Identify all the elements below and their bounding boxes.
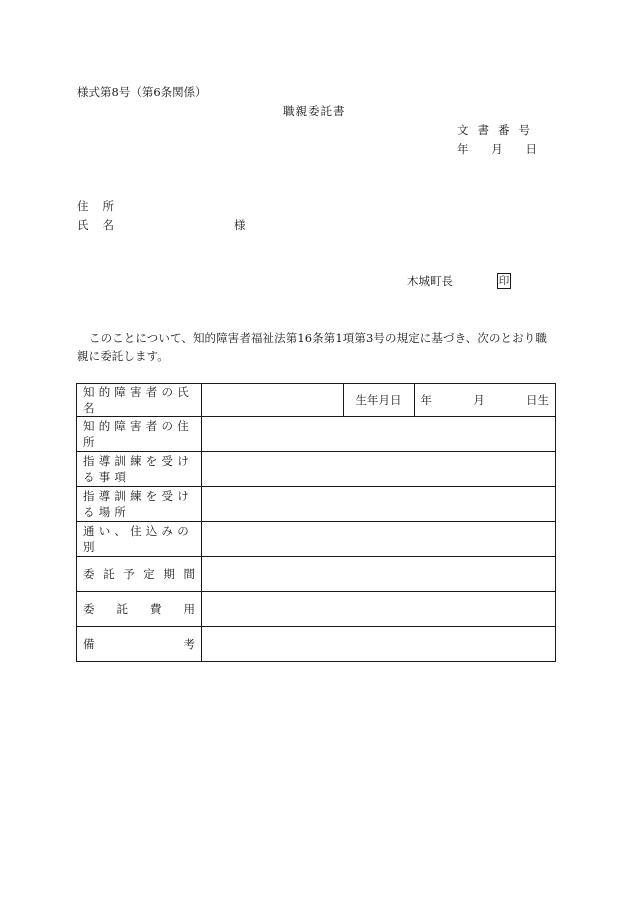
table-row — [77, 384, 556, 417]
dob-month-label: 月 — [473, 393, 485, 407]
label-char: 間 — [183, 567, 195, 581]
label-char: 費 — [150, 602, 162, 616]
remarks-value-cell — [202, 627, 556, 662]
label-char: 委 — [83, 602, 95, 616]
label-char: 委 — [83, 567, 95, 581]
row-label-training-matters: 指導訓練を受ける事項 — [77, 452, 202, 487]
issuer-name: 木城町長 — [407, 274, 453, 288]
issue-date — [457, 141, 537, 157]
date-day-label: 日 — [525, 142, 537, 156]
table-row — [77, 557, 556, 592]
document-number-label: 文書番号 — [457, 123, 539, 137]
label-char: 託 — [103, 567, 115, 581]
table-row — [77, 627, 556, 662]
body-text: このことについて、知的障害者福祉法第16条第1項第3号の規定に基づき、次のとおり職親に委託します。 — [77, 331, 547, 363]
table-row — [77, 417, 556, 452]
date-year-label: 年 — [457, 142, 469, 156]
table-row — [77, 592, 556, 627]
recipient-name-label — [77, 217, 114, 233]
form-number: 様式第8号（第6条関係） — [77, 85, 207, 99]
name-label-char-2: 名 — [102, 218, 114, 232]
recipient-name-row — [77, 217, 246, 233]
commute-value-cell — [202, 522, 556, 557]
period-label-text — [83, 566, 195, 582]
period-value-cell — [202, 557, 556, 592]
address-label-char-2: 所 — [102, 199, 114, 213]
table-row — [77, 522, 556, 557]
honorific: 様 — [234, 218, 246, 232]
recipient-address-label — [77, 198, 114, 214]
row-label-remarks — [77, 627, 202, 662]
address-label-char-1: 住 — [77, 199, 89, 213]
address-value-cell — [202, 417, 556, 452]
table-row — [77, 452, 556, 487]
row-label-name: 知的障害者の氏名 — [77, 384, 202, 417]
row-label-training-place: 指導訓練を受ける場所 — [77, 487, 202, 522]
seal-mark: 印 — [498, 275, 510, 287]
training-place-value-cell — [202, 487, 556, 522]
remarks-label-text — [83, 636, 195, 652]
label-char: 予 — [123, 567, 135, 581]
name-value-cell — [202, 384, 344, 417]
row-label-cost — [77, 592, 202, 627]
label-char: 用 — [183, 602, 195, 616]
label-char: 期 — [163, 567, 175, 581]
date-month-label: 月 — [491, 142, 503, 156]
name-label-char-1: 氏 — [77, 218, 89, 232]
issuer — [407, 273, 511, 289]
dob-value-cell — [414, 384, 556, 417]
label-char: 託 — [116, 602, 128, 616]
row-label-address: 知的障害者の住所 — [77, 417, 202, 452]
row-label-period — [77, 557, 202, 592]
row-label-commute-or-live-in: 通い、住込みの別 — [77, 522, 202, 557]
label-char: 備 — [83, 637, 95, 651]
label-char: 定 — [143, 567, 155, 581]
label-char: 考 — [183, 637, 195, 651]
dob-year-label: 年 — [420, 393, 432, 407]
entrustment-table — [76, 383, 556, 662]
cost-label-text — [83, 601, 195, 617]
training-matters-value-cell — [202, 452, 556, 487]
dob-label: 生年月日 — [343, 384, 414, 417]
cost-value-cell — [202, 592, 556, 627]
table-row — [77, 487, 556, 522]
dob-day-label: 日生 — [526, 393, 549, 407]
document-title: 職親委託書 — [283, 104, 346, 118]
